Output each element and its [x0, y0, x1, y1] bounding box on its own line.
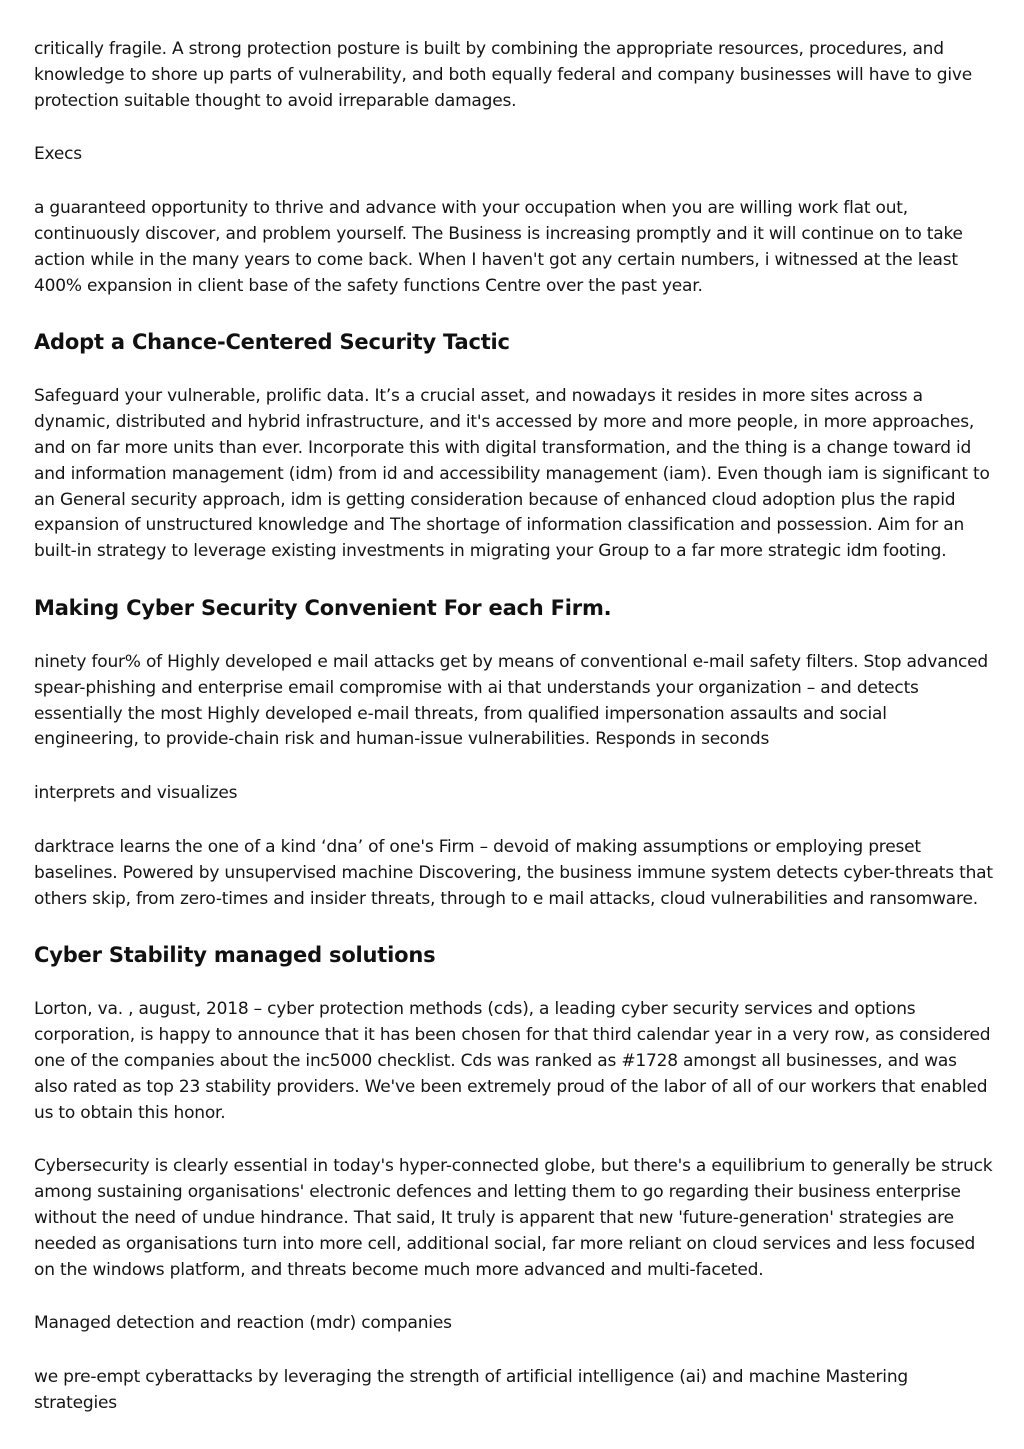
paragraph-opportunity: a guaranteed opportunity to thrive and advance with your occupation when you are willing work flat out, continuously discover, and problem yourself. The Business is increasing promptly and it will continue on to take action while in the many years to come back. When I haven't got any certain numbers, i witnessed at the least 400% expansion in client base of the safety functions Centre over the past year. — [34, 198, 963, 296]
heading-risk-centered-security: Adopt a Chance-Centered Security Tactic — [34, 330, 510, 355]
article-body — [34, 37, 994, 1445]
paragraph-safeguard-data: Safeguard your vulnerable, prolific data. It’s a crucial asset, and nowadays it resides in more sites across a dynamic, distributed and hybrid infrastructure, and it's accessed by more and more people, in more approaches, and on far more units than ever. Incorporate this with digital transformation, and the thing is a change toward id and information management (idm) from id and accessibility management (iam). Even though iam is significant to an General security approach, idm is getting consideration because of enhanced cloud adoption plus the rapid expansion of unstructured knowledge and The shortage of information classification and possession. Aim for an built-in strategy to leverage existing investments in migrating your Group to a far more strategic idm footing. — [34, 386, 990, 562]
paragraph-execs: Execs — [34, 144, 82, 165]
paragraph-darktrace: darktrace learns the one of a kind ‘dna’ of one's Firm – devoid of making assumptions or employing preset baselines. Powered by unsupervised machine Discovering, the business immune system detects cyber-threats that others skip, from zero-times and insider threats, through to e mail attacks, cloud vulnerabilities and ransomware. — [34, 836, 993, 909]
paragraph-cybersecurity-essential: Cybersecurity is clearly essential in today's hyper-connected globe, but there's a equilibrium to generally be struck among sustaining organisations' electronic defences and letting them to go regarding their business enterprise without the need of undue hindrance. That said, It truly is apparent that new 'future-generation' strategies are needed as organisations turn into more cell, additional social, far more reliant on cloud services and less focused on the windows platform, and threats become much more advanced and multi-faceted. — [34, 1156, 993, 1280]
paragraph-interprets: interprets and visualizes — [34, 783, 238, 804]
paragraph-preempt: we pre-empt cyberattacks by leveraging the strength of artificial intelligence (ai) and machine Mastering strategies — [34, 1367, 908, 1413]
paragraph-protection-posture: critically fragile. A strong protection posture is built by combining the appropriate resources, procedures, and knowledge to shore up parts of vulnerability, and both equally federal and company businesses will have to give protection suitable thought to avoid irreparable damages. — [34, 39, 972, 111]
paragraph-mdr: Managed detection and reaction (mdr) companies — [34, 1313, 452, 1334]
paragraph-lorton: Lorton, va. , august, 2018 – cyber protection methods (cds), a leading cyber security services and options corporation, is happy to announce that it has been chosen for that third calendar year in a very row, as considered one of the companies about the inc5000 checklist. Cds was ranked as #1728 amongst all businesses, and was also rated as top 23 stability providers. We've been extremely proud of the labor of all of our workers that enabled us to obtain this honor. — [34, 999, 991, 1123]
paragraph-email-attacks: ninety four% of Highly developed e mail attacks get by means of conventional e-mail safety filters. Stop advanced spear-phishing and enterprise email compromise with ai that understands your organization – and detects essentially the most Highly developed e-mail threats, from qualified impersonation assaults and social engineering, to provide-chain risk and human-issue vulnerabilities. Responds in seconds — [34, 651, 989, 750]
heading-managed-solutions: Cyber Stability managed solutions — [34, 943, 436, 968]
heading-cyber-security-convenient: Making Cyber Security Convenient For each Firm. — [34, 595, 612, 620]
